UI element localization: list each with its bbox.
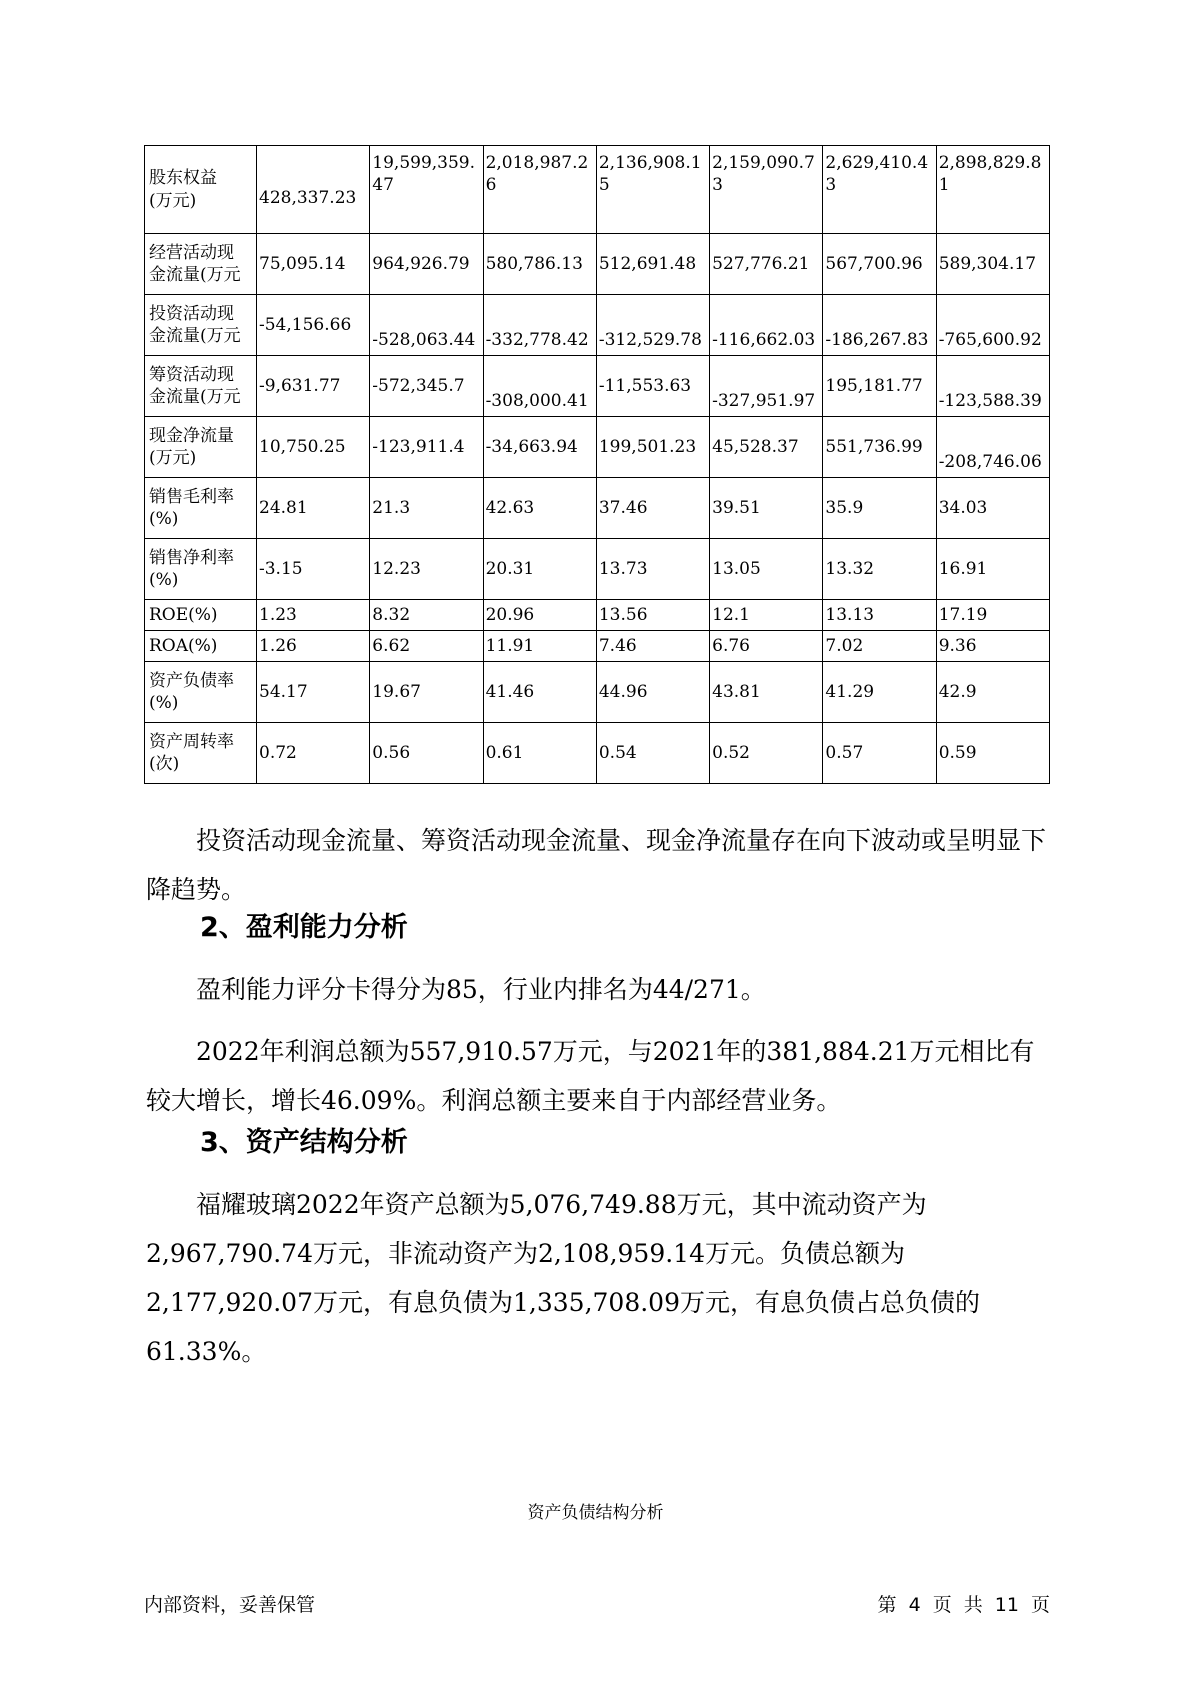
paragraph-cashflow-trend: 投资活动现金流量、筹资活动现金流量、现金净流量存在向下波动或呈明显下降趋势。 (146, 826, 1047, 904)
table-row (145, 723, 1050, 784)
row-label-line: 现金净流量 (149, 425, 234, 446)
table-cell: -327,951.97 (710, 356, 823, 417)
table-cell: 580,786.13 (483, 234, 596, 295)
table-cell: 20.31 (483, 539, 596, 600)
paragraph-profit-total: 2022年利润总额为557,910.57万元，与2021年的381,884.21万元相比有较大增长，增长46.09%。利润总额主要来自于内部经营业务。 (146, 1037, 1035, 1115)
table-cell: 589,304.17 (936, 234, 1049, 295)
figure-caption: 资产负债结构分析 (527, 1503, 664, 1523)
table-cell: 512,691.48 (596, 234, 709, 295)
table-cell: 10,750.25 (257, 417, 370, 478)
table-row (145, 417, 1050, 478)
table-row (145, 600, 1050, 631)
table-cell: 964,926.79 (370, 234, 483, 295)
table-cell: -208,746.06 (936, 417, 1049, 478)
table-cell: 6.62 (370, 631, 483, 662)
table-cell: -34,663.94 (483, 417, 596, 478)
table-row (145, 146, 1050, 234)
table-cell: 13.13 (823, 600, 936, 631)
table-cell: 41.46 (483, 662, 596, 723)
row-label (145, 662, 257, 723)
row-label (145, 723, 257, 784)
table-cell: 0.56 (370, 723, 483, 784)
table-cell: 2,159,090.73 (710, 146, 823, 234)
table-cell: -3.15 (257, 539, 370, 600)
table-cell: 13.32 (823, 539, 936, 600)
table-row (145, 539, 1050, 600)
table-cell: 6.76 (710, 631, 823, 662)
table-cell: 20.96 (483, 600, 596, 631)
row-label-line: 金流量(万元 (149, 326, 241, 346)
table-cell: 43.81 (710, 662, 823, 723)
table-cell: -572,345.7 (370, 356, 483, 417)
table-cell: 24.81 (257, 478, 370, 539)
row-label-line: ROE(%) (149, 604, 218, 625)
table-cell: 0.54 (596, 723, 709, 784)
table-cell: 2,629,410.43 (823, 146, 936, 234)
row-label-line: 经营活动现 (149, 242, 234, 263)
row-label-line: (%) (149, 509, 179, 529)
table-cell: 2,136,908.15 (596, 146, 709, 234)
table-cell: 527,776.21 (710, 234, 823, 295)
table-cell: 0.61 (483, 723, 596, 784)
row-label (145, 234, 257, 295)
table-cell: 12.1 (710, 600, 823, 631)
table-cell: 2,898,829.81 (936, 146, 1049, 234)
table-cell: 1.26 (257, 631, 370, 662)
row-label-line: (%) (149, 570, 179, 590)
table-cell: 2,018,987.26 (483, 146, 596, 234)
row-label-line: (万元) (149, 190, 197, 211)
table-cell: 7.02 (823, 631, 936, 662)
row-label-line: ROA(%) (149, 635, 218, 656)
row-label-line: 销售毛利率 (149, 486, 234, 507)
row-label-line: 资产负债率 (149, 670, 234, 691)
table-row (145, 234, 1050, 295)
table-cell: 567,700.96 (823, 234, 936, 295)
table-cell: 34.03 (936, 478, 1049, 539)
table-row (145, 662, 1050, 723)
row-label (145, 146, 257, 234)
table-cell: 12.23 (370, 539, 483, 600)
table-cell: 551,736.99 (823, 417, 936, 478)
table-cell: 8.32 (370, 600, 483, 631)
row-label (145, 539, 257, 600)
row-label-line: 金流量(万元 (149, 265, 241, 285)
table-cell: 35.9 (823, 478, 936, 539)
table-cell: 45,528.37 (710, 417, 823, 478)
row-label-line: 销售净利率 (149, 547, 234, 568)
table-row (145, 295, 1050, 356)
table-cell: 19,599,359.47 (370, 146, 483, 234)
table-cell: 21.3 (370, 478, 483, 539)
table-cell: -116,662.03 (710, 295, 823, 356)
row-label-line: 股东权益 (149, 168, 217, 189)
table-cell: -308,000.41 (483, 356, 596, 417)
table-cell: -54,156.66 (257, 295, 370, 356)
row-label (145, 631, 257, 662)
table-cell: -123,588.39 (936, 356, 1049, 417)
table-cell: 1.23 (257, 600, 370, 631)
table-cell: -312,529.78 (596, 295, 709, 356)
table-cell: 7.46 (596, 631, 709, 662)
table-cell: 11.91 (483, 631, 596, 662)
table-cell: -11,553.63 (596, 356, 709, 417)
row-label-line: (次) (149, 754, 180, 774)
table-cell: 41.29 (823, 662, 936, 723)
table-row (145, 356, 1050, 417)
table-cell: 16.91 (936, 539, 1049, 600)
row-label (145, 356, 257, 417)
table-cell: 37.46 (596, 478, 709, 539)
row-label-line: 投资活动现 (149, 303, 234, 324)
table-cell: -528,063.44 (370, 295, 483, 356)
table-cell: 0.52 (710, 723, 823, 784)
table-cell: -9,631.77 (257, 356, 370, 417)
paragraph-profit-score: 盈利能力评分卡得分为85，行业内排名为44/271。 (196, 975, 766, 1004)
row-label-line: 筹资活动现 (149, 364, 234, 385)
table-cell: 13.73 (596, 539, 709, 600)
paragraph-asset-structure: 福耀玻璃2022年资产总额为5,076,749.88万元，其中流动资产为2,967,790.74万元，非流动资产为2,108,959.14万元。负债总额为2,177,920.07万元，有息负债为1,335,708.09万元，有息负债占总负债的61.33%。 (146, 1190, 980, 1366)
table-cell: 54.17 (257, 662, 370, 723)
row-label-line: 金流量(万元 (149, 387, 241, 407)
table-cell: 17.19 (936, 600, 1049, 631)
section-heading-asset-structure: 3、资产结构分析 (200, 1127, 408, 1158)
table-cell: 13.56 (596, 600, 709, 631)
footer-confidential-note: 内部资料，妥善保管 (144, 1594, 316, 1616)
table-cell: 0.59 (936, 723, 1049, 784)
table-cell: 44.96 (596, 662, 709, 723)
table-cell: 0.72 (257, 723, 370, 784)
row-label (145, 417, 257, 478)
table-cell: 0.57 (823, 723, 936, 784)
section-heading-profitability: 2、盈利能力分析 (200, 912, 408, 943)
table-cell: 75,095.14 (257, 234, 370, 295)
table-cell: -123,911.4 (370, 417, 483, 478)
table-cell: -765,600.92 (936, 295, 1049, 356)
table-row (145, 478, 1050, 539)
table-cell: 42.63 (483, 478, 596, 539)
table-cell: 42.9 (936, 662, 1049, 723)
financial-indicators-table (144, 145, 1050, 784)
table-cell: 13.05 (710, 539, 823, 600)
table-cell: -332,778.42 (483, 295, 596, 356)
row-label (145, 478, 257, 539)
table-cell: 19.67 (370, 662, 483, 723)
table-cell: 39.51 (710, 478, 823, 539)
row-label (145, 600, 257, 631)
footer-page-number: 第 4 页 共 11 页 (877, 1594, 1050, 1616)
table-cell: 428,337.23 (257, 146, 370, 234)
row-label-line: 资产周转率 (149, 731, 234, 752)
table-cell: 9.36 (936, 631, 1049, 662)
table-row (145, 631, 1050, 662)
table-cell: -186,267.83 (823, 295, 936, 356)
row-label (145, 295, 257, 356)
table-cell: 195,181.77 (823, 356, 936, 417)
row-label-line: (%) (149, 693, 179, 713)
row-label-line: (万元) (149, 448, 197, 468)
table-cell: 199,501.23 (596, 417, 709, 478)
